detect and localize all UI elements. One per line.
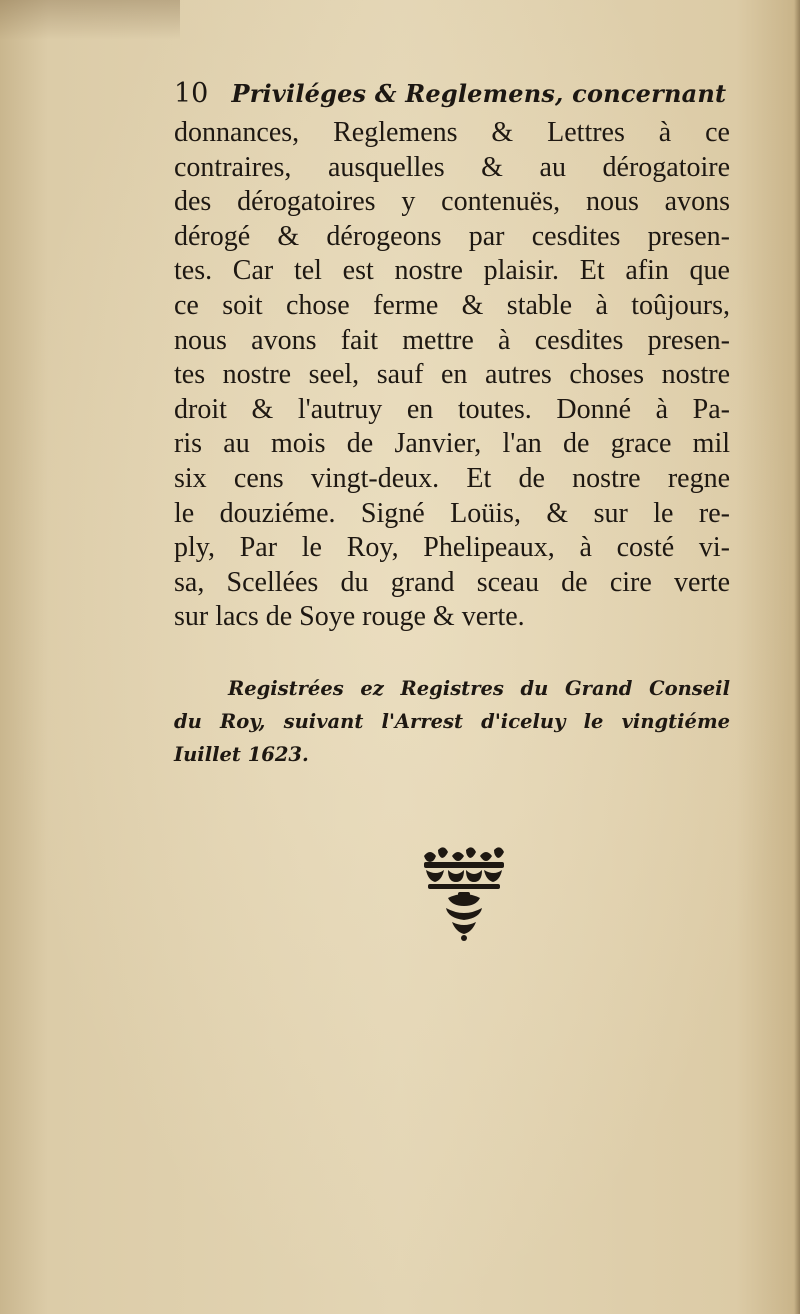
text-line: sa, Scellées du grand sceau de cire verte xyxy=(174,566,730,598)
fleuron-ornament-icon xyxy=(418,846,510,942)
registration-line: Registrées ez Registres du Grand Conseil xyxy=(228,677,730,700)
text-line: le douziéme. Signé Loüis, & sur le re- xyxy=(174,497,730,529)
running-head xyxy=(174,78,734,109)
page-shadow-top xyxy=(0,0,180,40)
text-line: ris au mois de Janvier, l'an de grace mil xyxy=(174,428,730,460)
body-text xyxy=(174,116,730,635)
text-line: tes. Car tel est nostre plaisir. Et afin que xyxy=(174,255,730,287)
text-line: nous avons fait mettre à cesdites presen- xyxy=(174,324,730,356)
text-line: six cens vingt-deux. Et de nostre regne xyxy=(174,462,730,494)
page-gutter-shadow xyxy=(794,0,800,1314)
text-line: ply, Par le Roy, Phelipeaux, à costé vi- xyxy=(174,532,730,564)
page-number: 10 xyxy=(174,78,209,109)
text-line: tes nostre seel, sauf en autres choses nostre xyxy=(174,359,730,391)
running-head-title: Priviléges & Reglemens, concernant xyxy=(231,79,727,108)
text-line: contraires, ausquelles & au dérogatoire xyxy=(174,151,730,183)
text-line: donnances, Reglemens & Lettres à ce xyxy=(174,117,730,148)
text-line: des dérogatoires y contenuës, nous avons xyxy=(174,186,730,218)
text-line: dérogé & dérogeons par cesdites presen- xyxy=(174,220,730,252)
text-line: droit & l'autruy en toutes. Donné à Pa- xyxy=(174,393,730,425)
text-line: sur lacs de Soye rouge & verte. xyxy=(174,601,525,633)
registration-line: Iuillet 1623. xyxy=(174,743,309,766)
text-line: ce soit chose ferme & stable à toûjours, xyxy=(174,289,730,321)
registration-note xyxy=(174,672,730,771)
registration-line: du Roy, suivant l'Arrest d'iceluy le vingtiéme xyxy=(174,710,730,733)
